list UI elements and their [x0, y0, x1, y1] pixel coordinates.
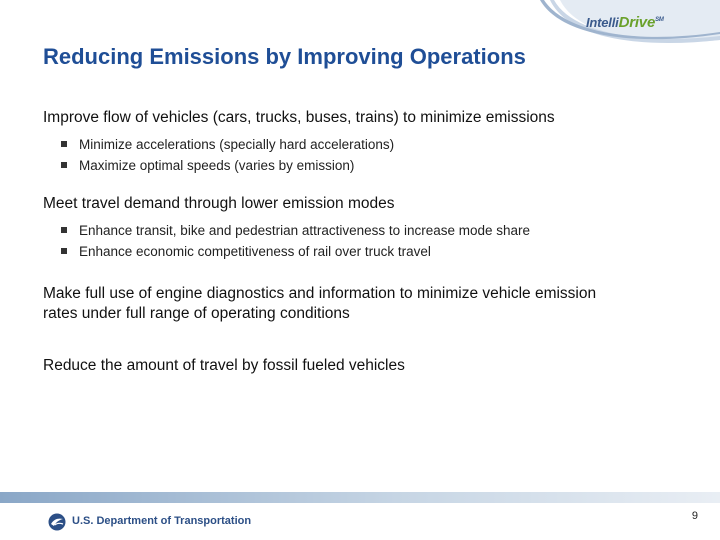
bullet-list — [43, 134, 683, 176]
page-number: 9 — [691, 510, 698, 522]
footer-org-name: U.S. Department of Transportation — [72, 515, 252, 527]
section-text: Improve flow of vehicles (cars, trucks, buses, trains) to minimize emissions — [43, 109, 555, 126]
section-1 — [43, 108, 683, 176]
content-body — [43, 108, 683, 376]
logo-text-part2: Drive — [618, 14, 656, 31]
bullet-item — [61, 134, 683, 155]
square-bullet-icon — [61, 141, 67, 147]
square-bullet-icon — [61, 227, 67, 233]
bullet-text: Enhance economic competitiveness of rail over truck travel — [79, 244, 431, 259]
page-title: Reducing Emissions by Improving Operations — [43, 44, 526, 69]
logo-text — [586, 14, 664, 31]
section-2 — [43, 194, 683, 262]
section-3 — [43, 284, 683, 324]
bullet-item — [61, 155, 683, 176]
section-4 — [43, 356, 683, 376]
logo-text-part1: Intelli — [586, 15, 619, 30]
dot-eagle-logo-icon — [48, 513, 66, 531]
bullet-item — [61, 220, 683, 241]
square-bullet-icon — [61, 248, 67, 254]
bullet-list — [43, 220, 683, 262]
bullet-text: Maximize optimal speeds (varies by emission) — [79, 158, 355, 173]
section-text: Meet travel demand through lower emission modes — [43, 195, 395, 212]
bullet-text: Minimize accelerations (specially hard accelerations) — [79, 137, 395, 152]
intellidrive-logo — [540, 0, 720, 62]
bullet-text: Enhance transit, bike and pedestrian attractiveness to increase mode share — [79, 223, 531, 238]
bullet-item — [61, 241, 683, 262]
section-text: Make full use of engine diagnostics and information to minimize vehicle emission rates under full range of operating conditions — [43, 285, 597, 322]
square-bullet-icon — [61, 162, 67, 168]
logo-mark: SM — [655, 17, 664, 23]
section-text: Reduce the amount of travel by fossil fueled vehicles — [43, 357, 405, 374]
logo-swoosh-icon — [540, 0, 720, 62]
